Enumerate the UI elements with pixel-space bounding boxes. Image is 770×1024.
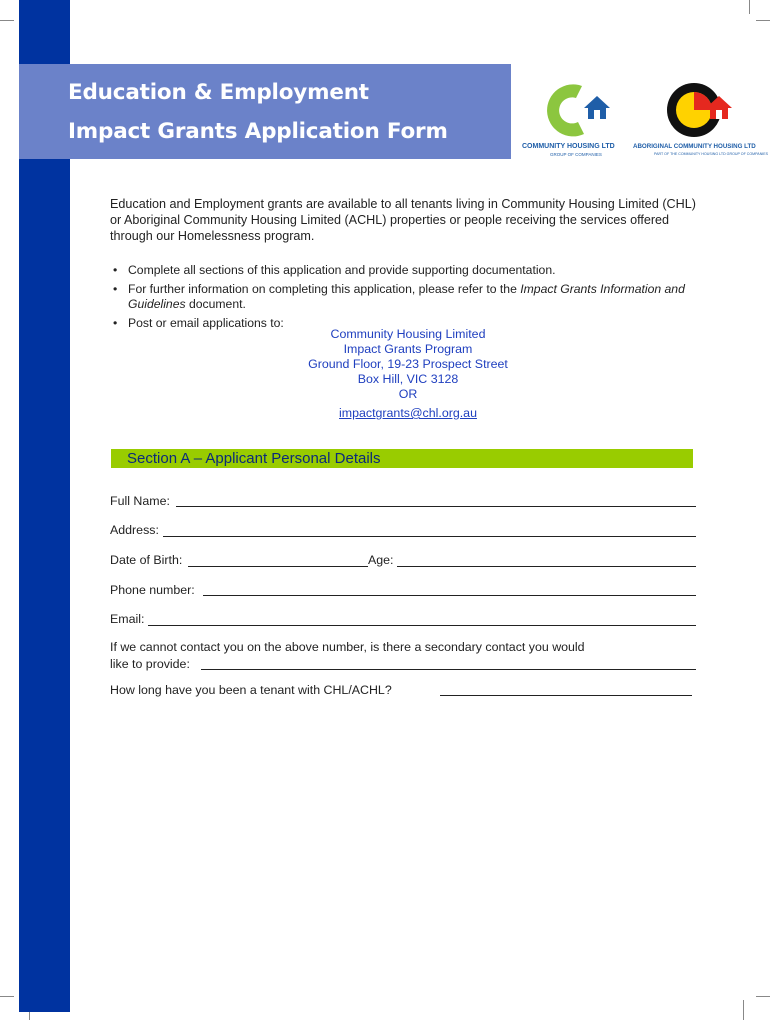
crop-mark bbox=[0, 20, 14, 21]
chl-logo-subtitle: GROUP OF COMPANIES bbox=[550, 152, 602, 157]
bullet-icon: • bbox=[113, 316, 118, 330]
full-name-label: Full Name: bbox=[110, 494, 170, 508]
instruction-text: document. bbox=[185, 297, 246, 311]
address-or: OR bbox=[398, 387, 418, 401]
age-label: Age: bbox=[368, 553, 394, 567]
chl-logo-icon bbox=[540, 78, 620, 140]
tenancy-length-field[interactable] bbox=[440, 695, 692, 696]
instruction-text: Post or email applications to: bbox=[128, 316, 284, 330]
achl-logo-subtitle: PART OF THE COMMUNITY HOUSING LTD GROUP OF COMPANIES bbox=[654, 152, 769, 156]
achl-logo-icon bbox=[664, 78, 744, 140]
crop-mark bbox=[749, 0, 750, 14]
instruction-text: For further information on completing this application, please refer to the bbox=[128, 282, 521, 296]
address-line: Community Housing Limited bbox=[330, 327, 486, 341]
chl-logo-name: COMMUNITY HOUSING LTD bbox=[522, 143, 615, 150]
crop-mark bbox=[0, 996, 14, 997]
secondary-contact-question-line2: like to provide: bbox=[110, 657, 190, 671]
page-title-line2: Impact Grants Application Form bbox=[68, 119, 448, 144]
age-field[interactable] bbox=[397, 566, 696, 567]
address-field[interactable] bbox=[163, 536, 696, 537]
email-field[interactable] bbox=[148, 625, 696, 626]
bullet-icon: • bbox=[113, 263, 118, 277]
crop-mark bbox=[756, 20, 770, 21]
secondary-contact-field[interactable] bbox=[201, 669, 696, 670]
achl-logo-name: ABORIGINAL COMMUNITY HOUSING LTD bbox=[633, 143, 756, 150]
address-line: Box Hill, VIC 3128 bbox=[357, 372, 459, 386]
instruction-text: Complete all sections of this application and provide supporting documentation. bbox=[128, 263, 556, 277]
postal-address bbox=[248, 327, 568, 421]
section-a-title: Section A – Applicant Personal Details bbox=[127, 450, 381, 467]
guidelines-doc-title: Impact Grants Information and Guidelines bbox=[128, 282, 685, 311]
email-label: Email: bbox=[110, 612, 145, 626]
tenancy-length-label: How long have you been a tenant with CHL/ACHL? bbox=[110, 683, 392, 697]
phone-field[interactable] bbox=[203, 595, 696, 596]
instruction-item bbox=[113, 282, 703, 312]
intro-paragraph: Education and Employment grants are available to all tenants living in Community Housing Limited (CHL) or Aboriginal Community Housing Limited (ACHL) properties or people receiving the services offered through our Homelessness program. bbox=[110, 197, 696, 243]
address-line: Impact Grants Program bbox=[343, 342, 473, 356]
secondary-contact-question bbox=[110, 640, 585, 672]
instruction-item bbox=[113, 263, 703, 278]
page-title-line1: Education & Employment bbox=[68, 80, 369, 105]
bullet-icon: • bbox=[113, 282, 118, 296]
address-line: Ground Floor, 19-23 Prospect Street bbox=[308, 357, 508, 371]
full-name-field[interactable] bbox=[176, 506, 696, 507]
crop-mark bbox=[756, 996, 770, 997]
email-link[interactable]: impactgrants@chl.org.au bbox=[339, 406, 477, 420]
instructions-list bbox=[113, 263, 703, 335]
phone-label: Phone number: bbox=[110, 583, 195, 597]
page-title bbox=[68, 73, 448, 151]
secondary-contact-question-line1: If we cannot contact you on the above number, is there a secondary contact you would bbox=[110, 640, 585, 654]
crop-mark bbox=[743, 1000, 744, 1020]
dob-label: Date of Birth: bbox=[110, 553, 183, 567]
address-label: Address: bbox=[110, 523, 159, 537]
dob-field[interactable] bbox=[188, 566, 368, 567]
